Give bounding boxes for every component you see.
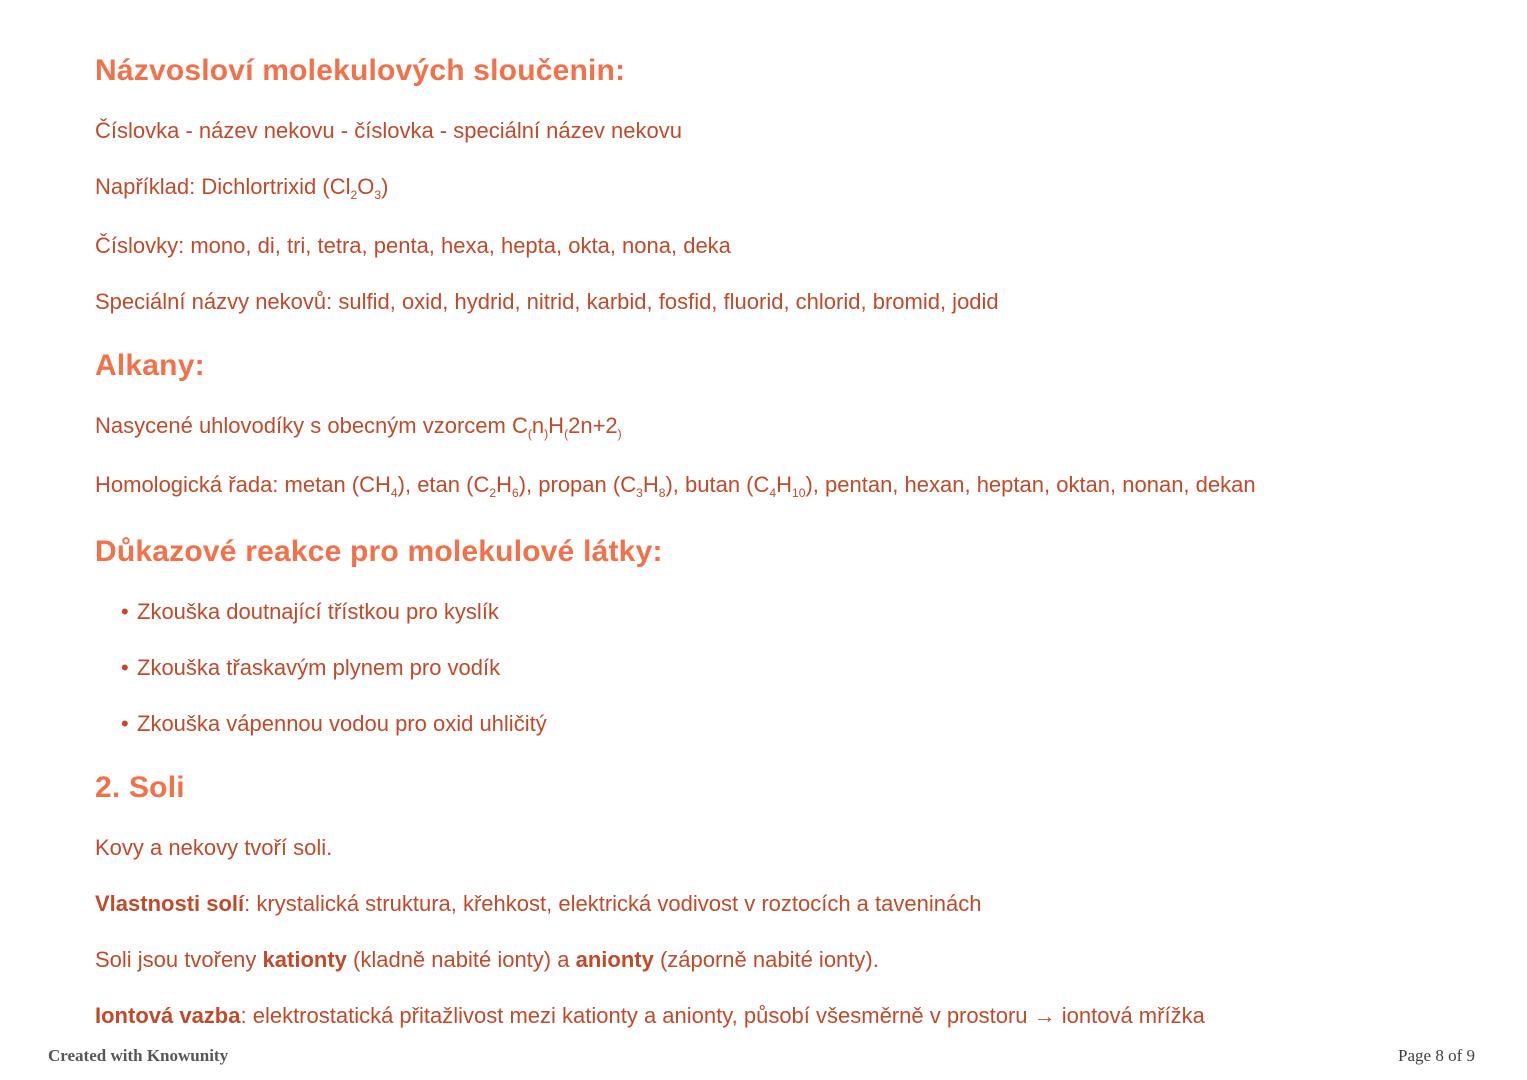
text-segment: H	[496, 472, 512, 497]
heading-soli	[95, 770, 1472, 806]
text-segment: Názvosloví molekulových sloučenin:	[95, 54, 626, 87]
text-segment: ), pentan, hexan, heptan, oktan, nonan, dekan	[805, 472, 1256, 497]
text-segment: H	[642, 472, 659, 497]
text-segment: 2	[489, 486, 497, 501]
paragraph-homologicka-rada	[95, 471, 1472, 502]
text-segment: Důkazové reakce pro molekulové látky:	[95, 535, 663, 568]
text-segment: H	[776, 472, 793, 497]
text-segment: Homologická řada: metan (CH	[95, 472, 391, 497]
paragraph-cislovky	[95, 232, 1472, 260]
text-segment: Speciální názvy nekovů: sulfid, oxid, hydrid, nitrid, karbid, fosfid, fluorid, chlorid, bromid, jodid	[95, 289, 999, 314]
heading-nazvoslovi	[95, 53, 1472, 89]
bullet-vodik	[95, 654, 1472, 682]
text-segment: ), etan (C	[397, 472, 490, 497]
text-segment: anionty	[575, 947, 654, 972]
text-segment: : elektrostatická přitažlivost mezi kationty a anionty, působí všesměrně v prostoru → iontová mřížka	[240, 1003, 1205, 1028]
text-segment: Vlastnosti solí	[95, 891, 245, 916]
text-segment: Iontová vazba	[95, 1003, 241, 1028]
text-segment: 2n+2	[568, 413, 618, 438]
text-segment: H	[548, 413, 565, 438]
text-segment: : krystalická struktura, křehkost, elektrická vodivost v roztocích a taveninách	[244, 891, 982, 916]
page-footer	[48, 1046, 1475, 1066]
text-segment: 4	[390, 486, 398, 501]
paragraph-priklad-dichlortrixid	[95, 173, 1472, 204]
text-segment: 4	[769, 486, 777, 501]
text-segment: (záporně nabité ionty).	[653, 947, 879, 972]
text-segment: 6	[511, 486, 519, 501]
text-segment: Číslovka - název nekovu - číslovka - speciální název nekovu	[95, 118, 682, 143]
text-segment: 8	[658, 486, 666, 501]
text-segment: 3	[636, 486, 643, 501]
bullet-kyslik	[95, 598, 1472, 626]
bullet-icon: •	[121, 655, 129, 680]
text-segment: ), butan (C	[665, 472, 770, 497]
paragraph-kationty-anionty	[95, 946, 1472, 974]
text-segment: O	[357, 174, 375, 199]
text-segment: 2. Soli	[95, 771, 185, 804]
paragraph-obecny-vzorec	[95, 412, 1472, 443]
paragraph-vlastnosti-soli	[95, 890, 1472, 918]
text-segment: Číslovky: mono, di, tri, tetra, penta, hexa, hepta, okta, nona, deka	[95, 233, 731, 258]
paragraph-cislovka-pattern	[95, 117, 1472, 145]
text-segment: Zkouška třaskavým plynem pro vodík	[137, 655, 501, 680]
text-segment: ), propan (C	[518, 472, 637, 497]
text-segment: )	[381, 174, 389, 199]
text-segment: )	[544, 427, 549, 442]
bullet-icon: •	[121, 599, 129, 624]
text-segment: (	[527, 427, 532, 442]
paragraph-kovy-nekovy	[95, 834, 1472, 862]
bullet-oxid-uhlicity	[95, 710, 1472, 738]
text-segment: Zkouška vápennou vodou pro oxid uhličitý	[137, 711, 547, 736]
text-segment: Kovy a nekovy tvoří soli.	[95, 835, 333, 860]
text-segment: 10	[792, 486, 806, 501]
bullet-icon: •	[121, 711, 129, 736]
text-segment: Zkouška doutnající třístkou pro kyslík	[137, 599, 499, 624]
heading-alkany	[95, 348, 1472, 384]
text-segment: 3	[374, 188, 382, 203]
text-segment: )	[617, 427, 622, 442]
text-segment: Alkany:	[95, 349, 205, 382]
text-segment: 2	[350, 188, 358, 203]
paragraph-iontova-vazba	[95, 1002, 1472, 1030]
text-segment: n	[531, 413, 545, 438]
heading-dukazove-reakce	[95, 534, 1472, 570]
page-number-label: Page 8 of 9	[1398, 1046, 1475, 1065]
text-segment: Nasycené uhlovodíky s obecným vzorcem C	[95, 413, 528, 438]
text-segment: Soli jsou tvořeny	[95, 947, 263, 972]
paragraph-specialni-nazvy	[95, 288, 1472, 316]
text-segment: Například: Dichlortrixid (Cl	[95, 174, 351, 199]
created-with-label: Created with Knowunity	[48, 1046, 229, 1065]
text-segment: kationty	[262, 947, 347, 972]
text-segment: (	[564, 427, 569, 442]
text-segment: (kladně nabité ionty) a	[346, 947, 576, 972]
